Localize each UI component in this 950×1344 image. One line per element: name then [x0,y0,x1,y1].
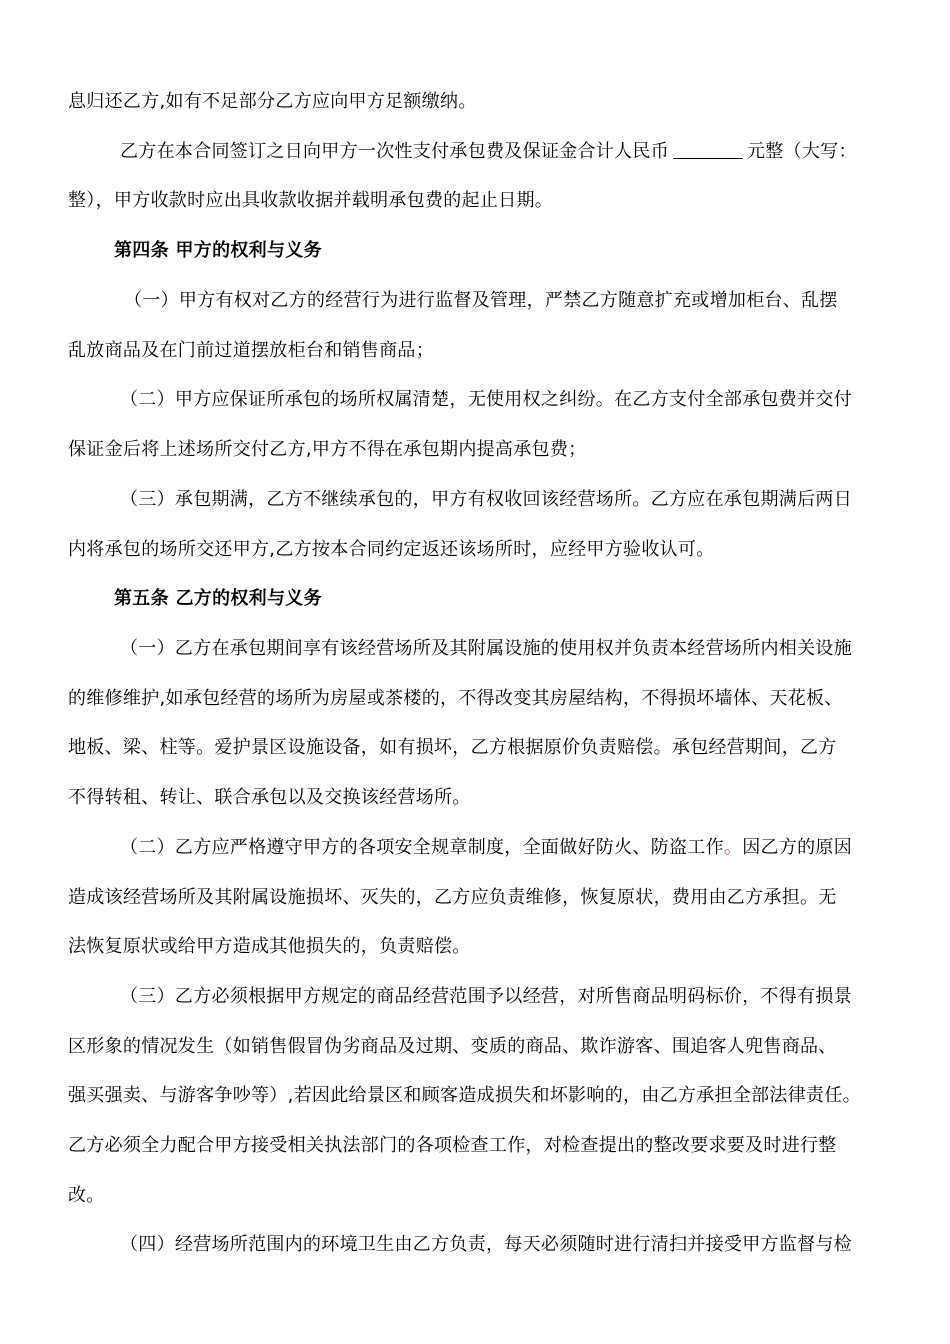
paragraph-line: 保证金后将上述场所交付乙方,甲方不得在承包期内提高承包费； [68,439,587,460]
paragraph-line: 整），甲方收款时应出具收款收据并载明承包费的起止日期。 [68,190,554,211]
paragraph-line: 乙方必须全力配合甲方接受相关执法部门的各项检查工作，对检查提出的整改要求要及时进行整 [68,1135,837,1156]
paragraph-line: 法恢复原状或给甲方造成其他损失的，负责赔偿。 [68,936,471,957]
paragraph-line: （三）乙方必须根据甲方规定的商品经营范围予以经营，对所售商品明码标价，不得有损景 [120,986,852,1007]
paragraph-line [120,836,852,860]
text-segment: 因乙方的原因 [742,837,853,858]
paragraph-line: 息归还乙方,如有不足部分乙方应向甲方足额缴纳。 [68,91,477,112]
paragraph-line: 改。 [68,1185,105,1206]
paragraph-line: 不得转租、转让、联合承包以及交换该经营场所。 [68,787,471,808]
section-heading: 第四条 甲方的权利与义务 [114,240,322,261]
paragraph-line: （一）甲方有权对乙方的经营行为进行监督及管理，严禁乙方随意扩充或增加柜台、乱摆 [124,290,838,311]
paragraph-line: 造成该经营场所及其附属设施损坏、灭失的，乙方应负责维修，恢复原状，费用由乙方承担。无 [68,887,837,908]
amount-blank [673,140,743,159]
paragraph-line: 强买强卖、与游客争吵等）,若因此给景区和顾客造成损失和坏影响的，由乙方承担全部法律责任。 [68,1085,861,1106]
text-segment: 乙方在本合同签订之日向甲方一次性支付承包费及保证金合计人民币 [120,141,669,162]
paragraph-line: （二）甲方应保证所承包的场所权属清楚，无使用权之纠纷。在乙方支付全部承包费并交付 [120,389,852,410]
red-period: 。 [723,837,743,858]
paragraph-line: 地板、梁、柱等。爱护景区设施设备，如有损坏，乙方根据原价负责赔偿。承包经营期间，乙方 [68,737,837,758]
paragraph-line: （四）经营场所范围内的环境卫生由乙方负责，每天必须随时进行清扫并接受甲方监督与检 [120,1234,852,1255]
paragraph-line: 区形象的情况发生（如销售假冒伪劣商品及过期、变质的商品、欺诈游客、围追客人兜售商品、 [68,1036,837,1057]
paragraph-line: 乱放商品及在门前过道摆放柜台和销售商品； [68,340,434,361]
text-segment: 元整（大写： [747,141,857,162]
text-segment: （二）乙方应严格遵守甲方的各项安全规章制度，全面做好防火、防盗工作 [120,837,724,858]
paragraph-line: 内将承包的场所交还甲方,乙方按本合同约定返还该场所时，应经甲方验收认可。 [68,539,715,560]
paragraph-line [120,140,857,164]
paragraph-line: （三）承包期满，乙方不继续承包的，甲方有权收回该经营场所。乙方应在承包期满后两日 [120,489,852,510]
section-heading: 第五条 乙方的权利与义务 [114,588,322,609]
paragraph-line: （一）乙方在承包期间享有该经营场所及其附属设施的使用权并负责本经营场所内相关设施 [120,638,852,659]
paragraph-line: 的维修维护,如承包经营的场所为房屋或茶楼的，不得改变其房屋结构，不得损坏墙体、天花板、 [68,688,843,709]
